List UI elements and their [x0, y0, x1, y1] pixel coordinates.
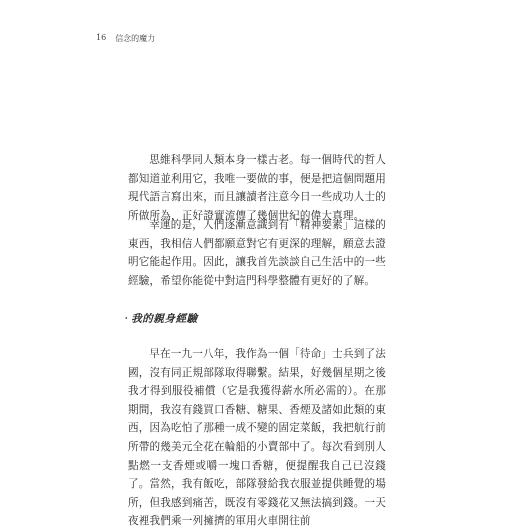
paragraph-text: 幸運的是，人們逐漸意識到有「精神要素」這樣的東西，我相信人們都願意對它有更深的理解，願意去證明它能起作用。因此，讓我首先談談自己生活中的一些經驗，希望你能從中對這門科學整體有更好的了解。 — [128, 219, 386, 287]
section-paragraph — [128, 345, 386, 531]
paragraph-text: 早在一九一八年，我作為一個「待命」士兵到了法國，沒有同正規部隊取得聯繫。結果，好幾個星期之後我才得到服役補償（它是我獲得薪水所必需的）。在那期間，我沒有錢買口香糖、糖果、香煙及諸如此類的東西，因為吃怕了那種一成不變的固定菜飯，我把航行前所帶的幾美元全花在輪船的小賣部中了。每次看到別人點燃一支香煙或嚼一塊口香糖，便提醒我自己已沒錢了。當然，我有飯吃，部隊發給我衣服並提供睡覺的場所，但我感到痛苦，既沒有零錢花又無法搞到錢。一天夜裡我們乘一列擁擠的軍用火車開往前 — [128, 348, 386, 528]
section-heading: ‧我的親身經驗 — [120, 313, 198, 325]
body-paragraph-1 — [128, 151, 386, 225]
running-head — [96, 33, 155, 44]
page-number: 16 — [96, 33, 107, 42]
book-title: 信念的魔力 — [115, 34, 156, 43]
paragraph-text: 思維科學同人類本身一樣古老。每一個時代的哲人都知道並利用它，我唯一要做的事，便是把這個問題用現代語言寫出來，而且讓讀者注意今日一些成功人士的所做所為，正好證實流傳了幾個世紀的偉大真理。 — [128, 154, 386, 222]
body-paragraph-2 — [128, 216, 386, 290]
